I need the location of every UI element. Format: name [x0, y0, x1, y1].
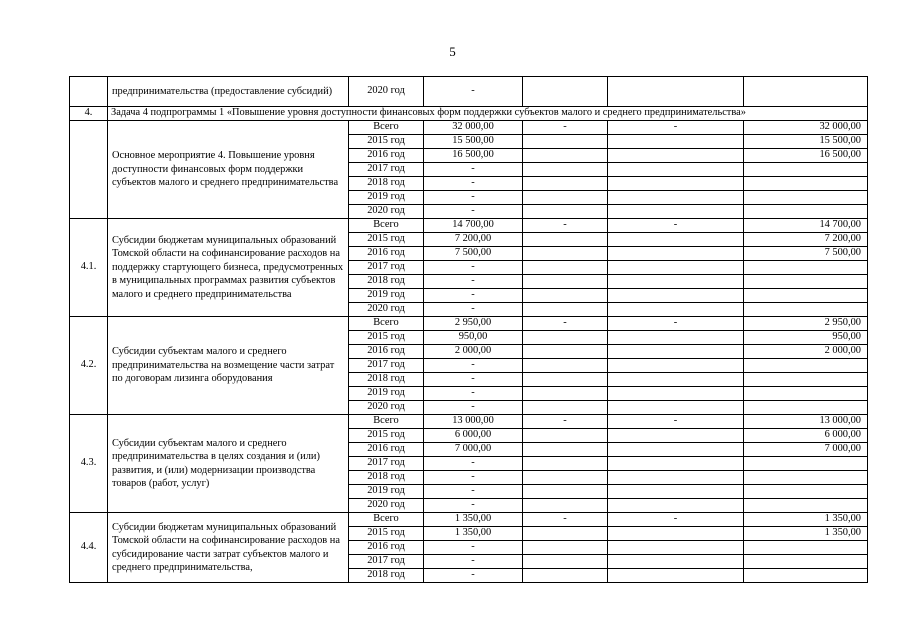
- amount-cell: [523, 387, 608, 401]
- amount-cell: -: [608, 513, 744, 527]
- amount-cell: [744, 261, 868, 275]
- total-cell: -: [424, 77, 523, 107]
- amount-cell: [523, 163, 608, 177]
- amount-cell: [608, 163, 744, 177]
- amount-cell: [523, 359, 608, 373]
- total-cell: 15 500,00: [424, 135, 523, 149]
- task-title: Задача 4 подпрограммы 1 «Повышение уровня доступности финансовых форм поддержки субъектов малого и среднего предпринимательства»: [108, 107, 868, 121]
- amount-cell: [523, 247, 608, 261]
- amount-cell: 1 350,00: [744, 527, 868, 541]
- amount-cell: [608, 555, 744, 569]
- amount-cell: -: [523, 415, 608, 429]
- total-cell: -: [424, 457, 523, 471]
- total-cell: -: [424, 359, 523, 373]
- page-number: 5: [449, 44, 456, 59]
- row-description: Субсидии субъектам малого и среднего предпринимательства в целях создания и (или) развития, и (или) модернизации производства товаров (работ, услуг): [108, 415, 349, 513]
- amount-cell: 950,00: [744, 331, 868, 345]
- amount-cell: [523, 569, 608, 583]
- total-cell: -: [424, 471, 523, 485]
- year-cell: 2020 год: [349, 303, 424, 317]
- year-cell: 2017 год: [349, 261, 424, 275]
- amount-cell: [523, 77, 608, 107]
- total-cell: -: [424, 555, 523, 569]
- amount-cell: [744, 457, 868, 471]
- row-description: Основное мероприятие 4. Повышение уровня доступности финансовых форм поддержки субъектов малого и среднего предпринимательства: [108, 121, 349, 219]
- year-cell: 2019 год: [349, 387, 424, 401]
- amount-cell: [608, 135, 744, 149]
- total-cell: -: [424, 261, 523, 275]
- total-cell: -: [424, 205, 523, 219]
- table-row: [70, 513, 868, 527]
- amount-cell: [523, 275, 608, 289]
- amount-cell: [608, 331, 744, 345]
- year-cell: 2017 год: [349, 457, 424, 471]
- amount-cell: [523, 485, 608, 499]
- amount-cell: [523, 205, 608, 219]
- year-cell: 2016 год: [349, 443, 424, 457]
- year-cell: 2017 год: [349, 163, 424, 177]
- total-cell: -: [424, 163, 523, 177]
- amount-cell: -: [608, 415, 744, 429]
- row-number-cell: 4.4.: [70, 513, 108, 583]
- year-cell: 2020 год: [349, 499, 424, 513]
- amount-cell: [523, 345, 608, 359]
- amount-cell: [744, 401, 868, 415]
- amount-cell: [523, 149, 608, 163]
- total-cell: -: [424, 275, 523, 289]
- total-cell: 16 500,00: [424, 149, 523, 163]
- row-description: Субсидии бюджетам муниципальных образований Томской области на софинансирование расходов на субсидирование части затрат субъектов малого и среднего предпринимательства,: [108, 513, 349, 583]
- year-cell: 2015 год: [349, 331, 424, 345]
- amount-cell: 16 500,00: [744, 149, 868, 163]
- amount-cell: [744, 569, 868, 583]
- amount-cell: -: [523, 317, 608, 331]
- amount-cell: [744, 471, 868, 485]
- year-cell: Всего: [349, 415, 424, 429]
- amount-cell: [744, 485, 868, 499]
- total-cell: 2 000,00: [424, 345, 523, 359]
- amount-cell: [608, 77, 744, 107]
- year-cell: 2020 год: [349, 77, 424, 107]
- amount-cell: [523, 541, 608, 555]
- total-cell: 7 500,00: [424, 247, 523, 261]
- amount-cell: [608, 345, 744, 359]
- amount-cell: [523, 443, 608, 457]
- year-cell: 2018 год: [349, 177, 424, 191]
- table-row: [70, 415, 868, 429]
- amount-cell: [523, 303, 608, 317]
- amount-cell: [744, 387, 868, 401]
- amount-cell: 6 000,00: [744, 429, 868, 443]
- amount-cell: [744, 275, 868, 289]
- row-number-cell: 4.2.: [70, 317, 108, 415]
- year-cell: Всего: [349, 513, 424, 527]
- total-cell: -: [424, 499, 523, 513]
- amount-cell: [523, 499, 608, 513]
- row-number-cell: [70, 121, 108, 219]
- amount-cell: [523, 135, 608, 149]
- amount-cell: [608, 233, 744, 247]
- amount-cell: [523, 191, 608, 205]
- amount-cell: [608, 149, 744, 163]
- year-cell: 2019 год: [349, 289, 424, 303]
- amount-cell: [744, 205, 868, 219]
- total-cell: 7 200,00: [424, 233, 523, 247]
- year-cell: 2018 год: [349, 275, 424, 289]
- amount-cell: [523, 261, 608, 275]
- total-cell: -: [424, 387, 523, 401]
- total-cell: 1 350,00: [424, 527, 523, 541]
- table-row: [70, 77, 868, 107]
- amount-cell: [744, 303, 868, 317]
- amount-cell: [523, 429, 608, 443]
- amount-cell: [608, 387, 744, 401]
- row-number-cell: [70, 77, 108, 107]
- amount-cell: [744, 191, 868, 205]
- total-cell: -: [424, 485, 523, 499]
- amount-cell: [608, 177, 744, 191]
- amount-cell: [523, 457, 608, 471]
- year-cell: 2015 год: [349, 135, 424, 149]
- amount-cell: 2 950,00: [744, 317, 868, 331]
- amount-cell: [608, 485, 744, 499]
- amount-cell: [523, 177, 608, 191]
- total-cell: -: [424, 191, 523, 205]
- table-row: [70, 317, 868, 331]
- total-cell: 13 000,00: [424, 415, 523, 429]
- row-description: предпринимательства (предоставление субсидий): [108, 77, 349, 107]
- year-cell: 2018 год: [349, 471, 424, 485]
- year-cell: 2018 год: [349, 569, 424, 583]
- amount-cell: [523, 527, 608, 541]
- amount-cell: [523, 471, 608, 485]
- year-cell: 2015 год: [349, 429, 424, 443]
- year-cell: 2018 год: [349, 373, 424, 387]
- table-row: [70, 121, 868, 135]
- amount-cell: [608, 569, 744, 583]
- amount-cell: -: [608, 219, 744, 233]
- year-cell: 2016 год: [349, 247, 424, 261]
- total-cell: -: [424, 401, 523, 415]
- year-cell: Всего: [349, 317, 424, 331]
- amount-cell: -: [608, 317, 744, 331]
- amount-cell: 2 000,00: [744, 345, 868, 359]
- amount-cell: 14 700,00: [744, 219, 868, 233]
- total-cell: -: [424, 569, 523, 583]
- year-cell: 2015 год: [349, 527, 424, 541]
- amount-cell: [744, 289, 868, 303]
- total-cell: -: [424, 303, 523, 317]
- year-cell: 2020 год: [349, 205, 424, 219]
- total-cell: -: [424, 541, 523, 555]
- amount-cell: [608, 303, 744, 317]
- amount-cell: [608, 401, 744, 415]
- amount-cell: [523, 233, 608, 247]
- amount-cell: 1 350,00: [744, 513, 868, 527]
- amount-cell: [744, 499, 868, 513]
- amount-cell: [608, 457, 744, 471]
- table-row: [70, 219, 868, 233]
- amount-cell: [523, 401, 608, 415]
- amount-cell: [744, 555, 868, 569]
- amount-cell: [608, 289, 744, 303]
- amount-cell: [608, 471, 744, 485]
- amount-cell: [608, 247, 744, 261]
- amount-cell: [608, 191, 744, 205]
- total-cell: 1 350,00: [424, 513, 523, 527]
- amount-cell: [523, 555, 608, 569]
- amount-cell: [523, 373, 608, 387]
- total-cell: 14 700,00: [424, 219, 523, 233]
- amount-cell: 7 200,00: [744, 233, 868, 247]
- row-number-cell: 4.3.: [70, 415, 108, 513]
- amount-cell: [744, 163, 868, 177]
- year-cell: 2015 год: [349, 233, 424, 247]
- total-cell: -: [424, 289, 523, 303]
- year-cell: Всего: [349, 219, 424, 233]
- total-cell: -: [424, 177, 523, 191]
- row-description: Субсидии субъектам малого и среднего предпринимательства на возмещение части затрат по договорам лизинга оборудования: [108, 317, 349, 415]
- year-cell: 2020 год: [349, 401, 424, 415]
- amount-cell: [608, 373, 744, 387]
- amount-cell: [608, 359, 744, 373]
- amount-cell: -: [523, 513, 608, 527]
- amount-cell: [523, 331, 608, 345]
- amount-cell: [608, 499, 744, 513]
- total-cell: -: [424, 373, 523, 387]
- amount-cell: [608, 541, 744, 555]
- task-row: [70, 107, 868, 121]
- amount-cell: 32 000,00: [744, 121, 868, 135]
- total-cell: 2 950,00: [424, 317, 523, 331]
- amount-cell: -: [523, 121, 608, 135]
- year-cell: 2016 год: [349, 541, 424, 555]
- year-cell: 2019 год: [349, 485, 424, 499]
- amount-cell: [608, 261, 744, 275]
- amount-cell: [523, 289, 608, 303]
- total-cell: 950,00: [424, 331, 523, 345]
- amount-cell: [608, 275, 744, 289]
- amount-cell: -: [523, 219, 608, 233]
- year-cell: Всего: [349, 121, 424, 135]
- total-cell: 7 000,00: [424, 443, 523, 457]
- amount-cell: 7 000,00: [744, 443, 868, 457]
- amount-cell: 13 000,00: [744, 415, 868, 429]
- amount-cell: [608, 205, 744, 219]
- amount-cell: 15 500,00: [744, 135, 868, 149]
- task-number: 4.: [70, 107, 108, 121]
- amount-cell: [744, 77, 868, 107]
- year-cell: 2016 год: [349, 345, 424, 359]
- row-description: Субсидии бюджетам муниципальных образований Томской области на софинансирование расходов на поддержку стартующего бизнеса, предусмотренных в муниципальных программах развития субъектов малого и среднего предпринимательства: [108, 219, 349, 317]
- amount-cell: [744, 359, 868, 373]
- financing-table: [69, 76, 868, 583]
- amount-cell: [744, 541, 868, 555]
- amount-cell: [744, 177, 868, 191]
- year-cell: 2017 год: [349, 555, 424, 569]
- year-cell: 2019 год: [349, 191, 424, 205]
- amount-cell: [608, 527, 744, 541]
- amount-cell: [608, 429, 744, 443]
- amount-cell: 7 500,00: [744, 247, 868, 261]
- year-cell: 2016 год: [349, 149, 424, 163]
- total-cell: 32 000,00: [424, 121, 523, 135]
- amount-cell: [744, 373, 868, 387]
- amount-cell: [608, 443, 744, 457]
- amount-cell: -: [608, 121, 744, 135]
- total-cell: 6 000,00: [424, 429, 523, 443]
- year-cell: 2017 год: [349, 359, 424, 373]
- row-number-cell: 4.1.: [70, 219, 108, 317]
